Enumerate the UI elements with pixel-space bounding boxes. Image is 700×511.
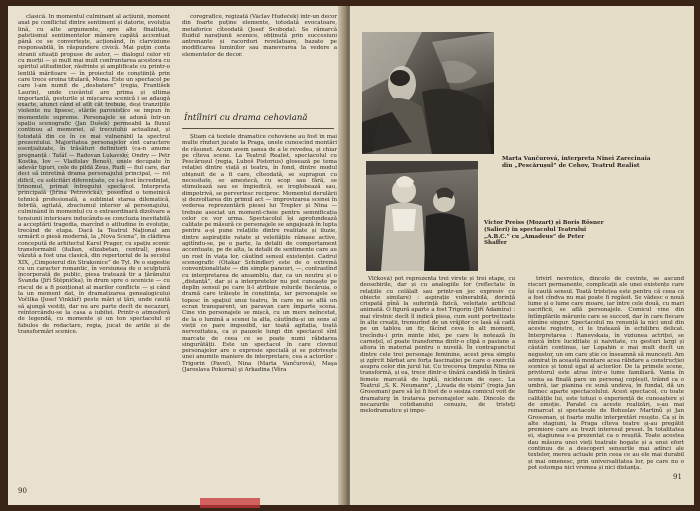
right-column-2-text: trivirl nevrotice, dincolo de cuvinte, se ascund riscuri permanente, complicații ale unei existențe care își caută sensul. Toată tristețea este pentru că ceea ce a fost cîndva nu mai poate fi regăsit. Se vădesc o nouă lume și o lume care moare, iar între cele două, cu mari sacrificii, se află personajele. Comicul vine din întîmplările mărunte care se succed, dar în care fiecare rămîne singur. Spectacolul nu renunță la nici unul din aceste registre, ci le tratează în echilibru delicat. Interpretarea : Ranevskaia, în viziunea actriței, se mișcă între luciditate și naivitate, cu gesturi largi și căutări continue, iar Lopahin e mai mult decît un negustor, un om care știe ce înseamnă să muncești. Am admirat în această montare acea răbdare a construcției scenice și tonul egal al actorilor. De la primele scene, privitorul este atras într-o lume familiară. Vania în scena sa finală pare un personaj copleșit, trăind ca o umbră, iar pianina ce sună undeva, în fundal, dă un farmec aparte spectacolului. Acest spectacol, cu toate calitățile lui, este totuși o experiență de cunoaștere și de emoție. Paralel cu aceste realizări, s-au mai remarcat și spectacole de Bohuslav Martinů și Jan Grossman, și foarte multe interpretări reușite. Ca și în alte stagiuni, la Praga cîteva teatre și-au pregătit premiere care au trezit interesul presei. În totalitatea ei, stagiunea s-a prezentat ca o reușită. Toate acestea dau măsura unei vieți teatrale bogate și a unui efort continuu de a descoperi sensurile mai adînci ale textelor, mereu actuale prin ceea ce au ele mai durabil și mai omenesc, prin universalitatea lor, pe care nu o pot estompa nici vremea și nici distanța. [528,276,684,471]
left-column-2-intro [182,14,337,59]
photo-caption-amadeus-text: Victor Preiss (Mozart) și Boris Rösner (Salieri) în spectacolul Teatrului „A.B.C.” cu „Amadeus” de Peter Shaffer [484,220,604,247]
page-number-right: 91 [673,473,682,481]
left-column-2-body-text: Știam că textele dramatice cehoviene au fost în mai multe rînduri jucate la Praga, unele cunoscînd montări de răsunet. Acum avem șansa de a le revedea, și chiar pe cîteva scene. La Teatrul Realist, spectacolul cu Pescărușul (regia, Luboš Pistorius) glosează pe tema relației dintre viață și teatru, în fond, dintre modul obișnuit de a fi care, cîteodată, se suprapun cu necesitate, se amestecă, cu scop sau fără, se stimulează sau se împiedică, se iroglobează sau, dimpotrivă, se pervertesc reciproc. Momentul derulării și dezvoltarea din primul act — improvizarea scenei în vederea reprezentării piesei lui Treplev și Nina — trebuie asociat un moment-cheie pentru semnificația celor ce vor urma. Spectacolul își aprofundează calitate pe măsură ce personajele se angajează în lupta pentru a-și pune relațiile dintre realitate și iluzie, dintre aspirațiile ratate și veleitățile rămase active, agitîndu-se, pe o parte, la detalii de comportament accentuate, pe de alta, la detalii de sentimente care au un rost în viața lor, căutînd sensul existenței. Cadrul scenografic (Otakar Schindler) este de o extremă convenționalitate — din simple panouri, —, contrastînd cu interpretarea de ansamblu, dar, ca un neutru și o „distanță”, dar și a interpretelor nu pot cunoaște pe deplin sensul pe care li-l atribuie rolurile fiecăruia, o dramă care trăiește în conștiința, iar personajele se topesc în spațiul unui teatru, în care nu se află un ecran transparent, un paravan care împarte scena. Cine vin personajele se mișcă, cu un mers neîncetat, de la o lumină a scenei la alta, căutîndu-și un sens al vieții ce pare imposibil, iar toată agitația, toată nervozitatea, ca și pauzele lungi din spectacol sînt marcate de ceea ce se poate numi răbdarea singurătății. Este un spectacol în care clovnul personajelor are o expresie specială și se potrivește unei anumite maniere de interpretare, cea a actorilor : Trigorin (Pavel), Nina (Marta Vančurová), Maşa (Jaroslava Pokorná) şi Arkadina (Věra [182,134,337,373]
page-number-left: 90 [18,487,27,495]
right-column-1-text: Vlčková) pot reprezenta trei vîrste și trei etape, cu deosebirile, dar și cu analogiile lor (reflectate în relațiile cu celălalt sau printr-un joc expresiv cu obiecte similare) : aspirație vulnerabilă, dorință crispată pînă la suferință fizică, veleitate artificial animată. O figură aparte a fost Trigorin (Jiří Adamíra) : mai vîrstnic decît îl indică piesa, cum sunt portretizate în alte creații, tremurînd de un vrăjitor ce lasă să cadă pe un tablou un fir, făcînd ceva în alt moment, trecîndu-i prin minte idei, pe care le notează în carnețel, el poate transforma dintr-o clipă o pasiune a altora în material pentru o nuvelă. În contrapunctul dintre cele trei personaje feminine, acest prea simplu și zgîrcit bărbat are forța fascinației pe care o exercită asupra celor din jurul lui. Cu trecerea timpului Nina se transformă, și ea, trece dintr-o tînără candidă în tînără femeie marcată de luptă, nicidecum de eșec. La Teatrul „S. K. Neumann”, „Livada de vișini” (regia Jan Grossman) pare să își fi fost de o sesiza comicul voit de dramaturg în tratarea personajelor sale. Dincolo de necazurile cotidianului cenușiu, de tristeți melodramatice și impo- [360,276,515,415]
left-page [8,6,344,505]
photo-caption-nina-text: Marta Vančurová, interpreta Ninei Zarecinaia din „Pescărușul” de Cehov, Teatrul Realist [502,156,651,169]
left-column-1 [18,14,170,484]
section-title-rule [182,128,334,129]
photo-caption-nina [502,156,662,170]
photo-caption-amadeus [484,220,604,247]
left-column-2-intro-text: coregrafice, regizată (Václav Hudeček) într-un decor din foarte puține elemente, totodată evocatoare, metaforice cîteodată (Josef Svoboda). Se rămarcă fluidul narațiunii scenice, obținută prin succesiuni antrenante și racorduri revelatoare, bazate pe modificarea luminilor sau manevrarea la vedere a elementelor de decor. [182,14,337,58]
left-column-2-body [182,134,337,480]
right-page [350,6,694,505]
library-stamp-mark [200,498,260,508]
right-column-2 [528,276,684,476]
left-column-1-text: clasică. În momentul culminant al acțiunii, moment axat pe conflictul dintre sentiment și datorie, evoluția lină, cu alte argumente, spre alte finalitate, patetismul sentimentelor mânere capătă accentuat până ce se convertește, acționând, în clarviziune responsabilă, în răspundere civică. Mai puțin conta stranii situații propuse de autor, — dialogul celor vii cu morții — și mult mai mult confruntarea acestora cu spiritul atitudinilor, răsfrinte și amplificate cu printr-o lentilă măritoare — în proiectul de conștiință prin care trece eroina titulară, Mona. Este un spectacol pe care l-am numit de „desbatere” (regia, František Laurin), unde cuvântul are prima și ultima importanță, gesturile și mișcarea scenică i se adaugă exacte, atunci când el atît cât trebuie, deși tranzițiile violente nu lipsesc, stările paroxistice se impun în momentele supreme. Personajele se adună într-un spațiu scenografic (Jan Dušek) permeabil la fluxul continuu al memoriei, al trecutului actualizat, și totodată din ce în ce mai vulnerabil la spectrul prezentului. Majoritatea personajelor sînt caractere esențializate, în trăsături definitorii (ca-n anume pregnanță : Taťáť — Radovan Lukavský, Ondry — Petr Kostka, Iov — Vladislav Beneš), unele decupate în adevăr tipuri, cele de pildă Zeus, Rudi — fiul care, dar deci să intretină drama personajului principal, — rol dificil, cu solicitări diferențiate, ce i-a fost încredințat, trinomul, primat întregului spectacol. Interpreta principală (Jiřina Petrovická), posedînd o temeinică tehnică profesională, a subliniat starea dilematică, febrilă, agitată, zbuciumul interior al personajului, culminând în momentul cu o extraordinară dizolvare a tensiunii interioare inducându-se concluzia inevitabilă a acceptării tragedia, marcînd o atitudine în evoluție, trecând de etapa. Dacă la Teatrul Național am urmărit o piesă modernă, la „Nova Scena”, în clădirea concepută de arhitectul Karel Prager, cu spațiu scenic transformabil (italian, elizabetan, central), piesa văzută a fost una clasică, din repertoriul de la secolul XIX, „Cimpoierul din Strakonice” de Tyl. Pe o sugestie cu un caracter romantic, în versiunea de o sculptură încorporată de public, piesa tratează tir a țărănului Švanda (Jiří Štěpnička), în drum spre o ucenicie — cu riscul de a fi poziționat al marilor conflicte — și când la un moment dat, în dramatizarea genealogicului Vočilka (Josef Vinklář) peste mări și țări, unde caută să ajungă vestiți, dar nu are parte decît de necazuri, reîntorcându-se la casa a iubitei. Printr-o atmosferă de legendă, cu momente și un ton spectacolul și fabulos de redactare, regia, jucat de ariile și de transformări scenice. [18,14,170,335]
right-column-1 [360,276,515,486]
photo-amadeus-scene [366,161,478,271]
section-title: Întîlniri cu drama cehoviană [184,113,308,123]
photo-nina-scene [362,32,494,154]
